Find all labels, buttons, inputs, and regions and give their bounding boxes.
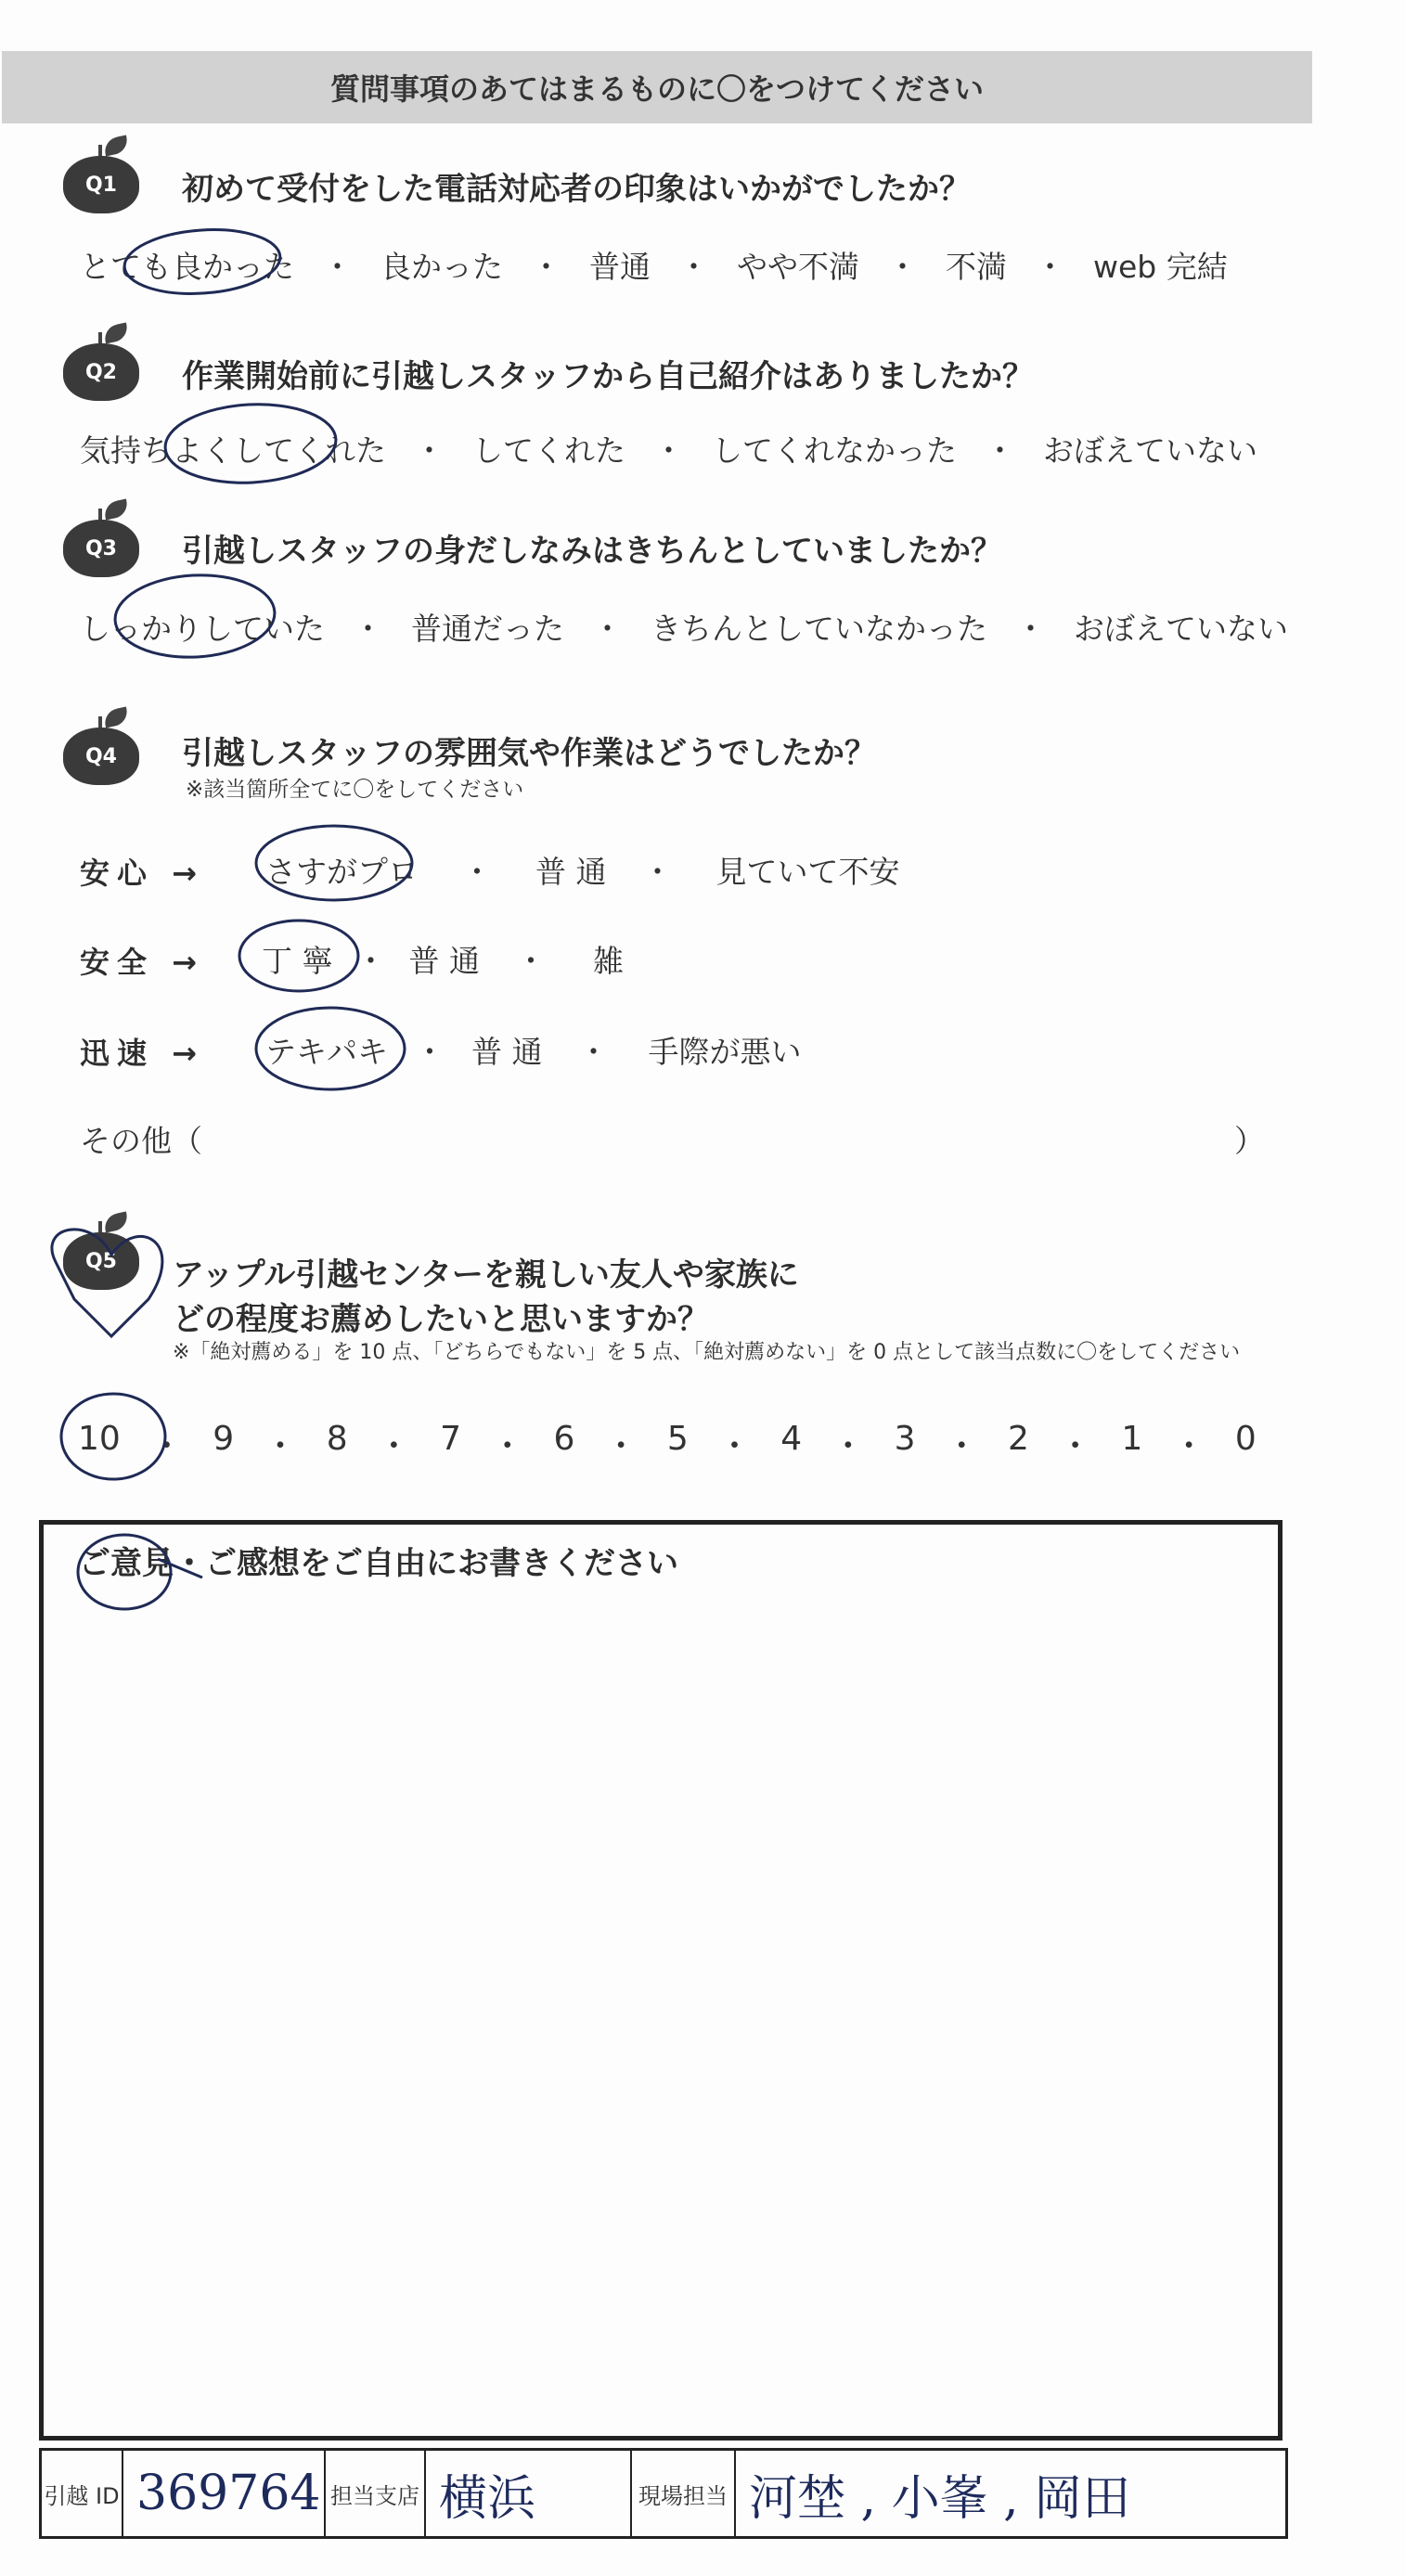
q4-option[interactable]: 普 通	[535, 854, 607, 890]
q2-options: 気持ちよくしてくれた ・ してくれた ・ してくれなかった ・ おぼえていない	[80, 427, 1257, 470]
q2-option[interactable]: してくれなかった	[712, 432, 957, 469]
q4-row-jinsoku: テキパキ ・ 普 通 ・ 手際が悪い	[265, 1034, 802, 1070]
q3-option[interactable]: きちんとしていなかった	[651, 611, 987, 647]
q4-option[interactable]: テキパキ	[265, 1034, 388, 1070]
score-option[interactable]: 9	[213, 1420, 235, 1458]
id-label: 引越 ID	[42, 2451, 123, 2536]
id-value[interactable]: 369764	[123, 2451, 326, 2536]
q4-row-label-jinsoku: 迅速 →	[80, 1036, 204, 1071]
q4-option[interactable]: 普 通	[471, 1034, 543, 1070]
q4-option[interactable]: 手際が悪い	[648, 1034, 802, 1070]
q4-row-label-anshin: 安心 →	[80, 856, 204, 891]
q4-row-anzen: 丁 寧 ・ 普 通 ・ 雑	[262, 943, 624, 979]
score-option[interactable]: 5	[666, 1420, 689, 1458]
q5-question-line1: アップル引越センターを親しい友人や家族に	[173, 1256, 799, 1294]
staff-value[interactable]: 河埜 , 小峯 , 岡田	[749, 2470, 1131, 2527]
q2-option[interactable]: おぼえていない	[1043, 432, 1257, 469]
q1-question: 初めて受付をした電話対応者の印象はいかがでしたか？	[182, 171, 971, 208]
score-option[interactable]: 7	[440, 1420, 461, 1458]
form-header: 質問事項のあてはまるものに〇をつけてください	[2, 51, 1312, 123]
q5-scores: 10 ・ 9 ・ 8 ・ 7 ・ 6 ・ 5 ・ 4 ・ 3 ・ 2 ・ 1 ・ 0	[78, 1420, 1257, 1465]
score-option[interactable]: 0	[1234, 1420, 1257, 1458]
staff-label: 現場担当	[632, 2451, 736, 2536]
score-option[interactable]: 2	[1008, 1420, 1029, 1458]
q3-option[interactable]: しっかりしていた	[80, 611, 325, 647]
q4-option[interactable]: さすがプロ	[265, 854, 419, 890]
q1-option[interactable]: web 完結	[1093, 249, 1228, 285]
q1-option[interactable]: 良かった	[380, 249, 503, 285]
q3-option[interactable]: 普通だった	[411, 611, 564, 647]
q3-question: 引越しスタッフの身だしなみはきちんとしていましたか？	[182, 533, 1002, 570]
q5-badge: Q5	[63, 1216, 137, 1284]
q4-other-label: その他（	[80, 1123, 202, 1159]
q4-other-close: ）	[1234, 1123, 1265, 1159]
q2-badge: Q2	[63, 327, 137, 395]
q4-option[interactable]: 丁 寧	[262, 943, 333, 979]
q4-option[interactable]: 雑	[593, 943, 624, 979]
score-option[interactable]: 10	[78, 1420, 121, 1458]
q4-badge: Q4	[63, 711, 137, 779]
score-option[interactable]: 4	[780, 1420, 803, 1458]
q1-options: とても良かった ・ 良かった ・ 普通 ・ やや不満 ・ 不満 ・ web 完結	[80, 243, 1228, 287]
q1-badge: Q1	[63, 139, 137, 208]
q1-option[interactable]: 不満	[946, 249, 1007, 285]
q1-option[interactable]: とても良かった	[80, 249, 294, 285]
q3-badge: Q3	[63, 503, 137, 572]
q2-question: 作業開始前に引越しスタッフから自己紹介はありましたか？	[182, 358, 1034, 395]
score-option[interactable]: 6	[553, 1420, 575, 1458]
comments-box[interactable]	[39, 1520, 1283, 2441]
score-option[interactable]: 1	[1121, 1420, 1143, 1458]
q4-row-anshin: さすがプロ ・ 普 通 ・ 見ていて不安	[265, 854, 900, 890]
score-option[interactable]: 8	[326, 1420, 348, 1458]
q5-question-line2: どの程度お薦めしたいと思いますか？	[173, 1301, 709, 1338]
q4-row-label-anzen: 安全 →	[80, 945, 204, 980]
q1-option[interactable]: やや不満	[737, 249, 859, 285]
q3-option[interactable]: おぼえていない	[1074, 611, 1288, 647]
q5-note: ※「絶対薦める」を 10 点、「どちらでもない」を 5 点、「絶対薦めない」を 0 点として該当点数に〇をしてください	[173, 1341, 1241, 1364]
comments-title: ご意見・ご感想をご自由にお書きください	[79, 1545, 678, 1582]
q3-options: しっかりしていた ・ 普通だった ・ きちんとしていなかった ・ おぼえていない	[80, 605, 1288, 649]
score-option[interactable]: 3	[894, 1420, 916, 1458]
q4-note: ※該当箇所全てに〇をしてください	[186, 778, 524, 802]
q4-option[interactable]: 見ていて不安	[715, 854, 900, 890]
q2-option[interactable]: 気持ちよくしてくれた	[80, 432, 386, 469]
branch-label: 担当支店	[326, 2451, 426, 2536]
q4-question: 引越しスタッフの雰囲気や作業はどうでしたか？	[182, 735, 876, 772]
footer-table	[39, 2448, 1288, 2539]
q4-option[interactable]: 普 通	[408, 943, 480, 979]
q2-option[interactable]: してくれた	[472, 432, 625, 469]
branch-value[interactable]: 横浜	[426, 2451, 632, 2536]
q1-option[interactable]: 普通	[589, 249, 651, 285]
q4-other-field[interactable]	[204, 1114, 1225, 1156]
